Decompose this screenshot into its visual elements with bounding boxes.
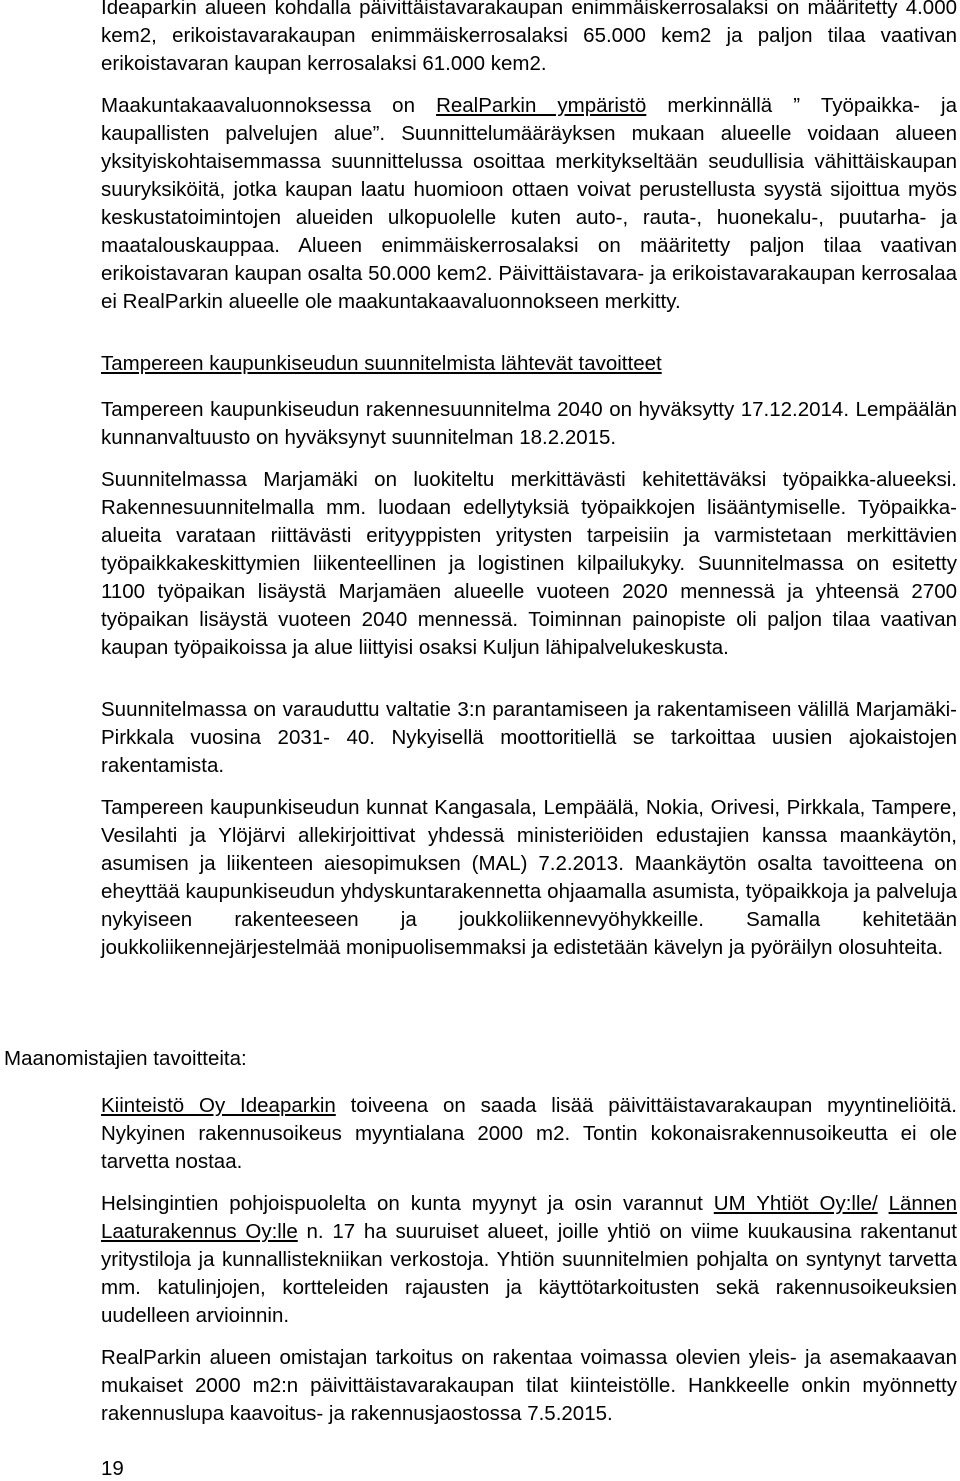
lannen-laaturakennus-link-text: Lännen Laaturakennus Oy:lle bbox=[101, 1192, 958, 1243]
paragraph-marjamaki bbox=[101, 466, 957, 662]
paragraph-text-post: n. 17 ha suuruiset alueet, joille yhtiö on viime kuukausina rakentanut yritystiloja ja kunnallistekniikan verkostoja. Yhtiön suunnitelmien pohjalta on syntynyt tarvetta mm. katulinjojen, kortteleiden rajausten ja käyttötarkoitusten sekä rakennusoikeuksien uudelleen arvioinnin. bbox=[101, 1220, 957, 1327]
paragraph-text-pre: Helsingintien pohjoispuolelta on kunta myynyt ja osin varannut bbox=[101, 1192, 714, 1215]
section-heading-tampere-goals: Tampereen kaupunkiseudun suunnitelmista lähtevät tavoitteet bbox=[101, 352, 662, 375]
paragraph-text: Tampereen kaupunkiseudun kunnat Kangasala, Lempäälä, Nokia, Orivesi, Pirkkala, Tampere, Vesilahti ja Ylöjärvi allekirjoittivat yhdessä ministeriöiden edustajien kanssa maankäytön, asumisen ja liikenteen aiesopimuksen (MAL) 7.2.2013. Maankäytön osalta tavoitteena on eheyttää kaupunkiseudun yhdyskuntarakennetta ohjaamalla asumista, työpaikkoja ja palveluja nykyiseen rakenteeseen ja joukkoliikennevyöhykkeille. Samalla kehitetään joukkoliikennejärjestelmää monipuolisemmaksi ja edistetään kävelyn ja pyöräilyn olosuhteita. bbox=[101, 796, 957, 959]
paragraph-text: Ideaparkin alueen kohdalla päivittäistavarakaupan enimmäiskerrosalaksi on määritetty 4.000 kem2, erikoistavarakaupan enimmäiskerrosalaksi 65.000 kem2 ja paljon tilaa vaativan erikoistavaran kaupan kerrosalaksi 61.000 kem2. bbox=[101, 0, 957, 75]
paragraph-realpark-owner bbox=[101, 1344, 957, 1428]
paragraph-text: Suunnitelmassa Marjamäki on luokiteltu merkittävästi kehitettäväksi työpaikka-alueeksi. Rakennesuunnitelmalla mm. luodaan edellytyksiä työpaikkojen lisääntymiselle. Työpaikka-alueita varataan riittävästi erityyppisten yritysten tarpeisiin ja varmistetaan merkittävien työpaikkakeskittymien liikenteellinen ja logistinen kilpailukyky. Suunnitelmassa on esitetty 1100 työpaikan lisäystä Marjamäen alueelle vuoteen 2020 mennessä ja yhteensä 2700 työpaikan lisäystä vuoteen 2040 mennessä. Toiminnan painopiste oli paljon tilaa vaativan kaupan työpaikoissa ja alue liittyisi osaksi Kuljun lähipalvelukeskusta. bbox=[101, 468, 957, 659]
realpark-link-text: RealParkin ympäristö bbox=[436, 94, 647, 117]
paragraph-text-post: merkinnällä ” Työpaikka- ja kaupallisten palvelujen alue”. Suunnittelumääräyksen mukaan alueelle voidaan alueen yksityiskohtaisemmassa suunnittelussa osoittaa merkitykseltään seudullisia vähittäiskaupan suuryksiköitä, jotka kaupan laatu huomioon ottaen voivat perustellusta syystä sijoittua myös keskustatoimintojen alueiden ulkopuolelle kuten auto-, rauta-, huonekalu-, puutarha- ja maatalouskauppaa. Alueen enimmäiskerrosalaksi on määritetty paljon tilaa vaativan erikoistavaran kaupan osalta 50.000 kem2. Päivittäistavara- ja erikoistavarakaupan kerrosalaa ei RealParkin alueelle ole maakuntakaavaluonnokseen merkitty. bbox=[101, 94, 957, 313]
page-number: 19 bbox=[101, 1457, 124, 1480]
spacer-text bbox=[878, 1192, 889, 1215]
paragraph-valtatie bbox=[101, 696, 957, 780]
um-yhtiot-link-text: UM Yhtiöt Oy:lle/ bbox=[713, 1192, 878, 1215]
paragraph-text-post: toiveena on saada lisää päivittäistavarakaupan myyntineliöitä. Nykyinen rakennusoikeus myyntialana 2000 m2. Tontin kokonaisrakennusoikeutta ei ole tarvetta nostaa. bbox=[101, 1094, 957, 1173]
paragraph-ideapark-areas bbox=[101, 0, 957, 78]
paragraph-ideapark-owner bbox=[101, 1092, 957, 1176]
paragraph-text: Suunnitelmassa on varauduttu valtatie 3:n parantamiseen ja rakentamiseen välillä Marjamäki- Pirkkala vuosina 2031- 40. Nykyisellä moottoritiellä se tarkoittaa uusien ajokaistojen rakentamista. bbox=[101, 698, 957, 777]
paragraph-text: Tampereen kaupunkiseudun rakennesuunnitelma 2040 on hyväksytty 17.12.2014. Lempäälän kunnanvaltuusto on hyväksynyt suunnitelman 18.2.2015. bbox=[101, 398, 957, 449]
paragraph-text-pre: Maakuntakaavaluonnoksessa on bbox=[101, 94, 437, 117]
paragraph-text: RealParkin alueen omistajan tarkoitus on rakentaa voimassa olevien yleis- ja asemakaavan mukaiset 2000 m2:n päivittäistavarakaupan tilat kiinteistölle. Hankkeelle onkin myönnetty rakennuslupa kaavoitus- ja rakennusjaostossa 7.5.2015. bbox=[101, 1346, 957, 1425]
kiinteisto-link-text: Kiinteistö Oy Ideaparkin bbox=[101, 1094, 336, 1117]
paragraph-maakuntakaava bbox=[101, 92, 957, 316]
paragraph-rakennesuunnitelma bbox=[101, 396, 957, 452]
paragraph-helsingintie bbox=[101, 1190, 957, 1330]
paragraph-mal-agreement bbox=[101, 794, 957, 962]
section-heading-landowners: Maanomistajien tavoitteita: bbox=[4, 1047, 247, 1070]
